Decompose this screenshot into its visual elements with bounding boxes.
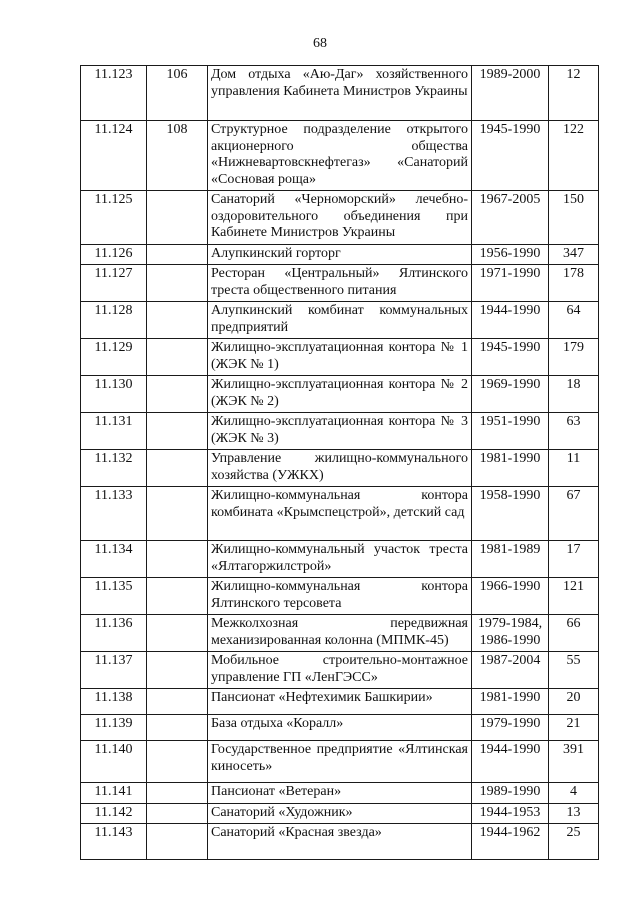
fund-code-cell: 11.124: [81, 121, 147, 191]
fund-years-cell: 1979-1990: [472, 715, 549, 741]
fund-number-cell: 106: [147, 66, 208, 121]
fund-code-cell: 11.134: [81, 541, 147, 578]
table-row: [81, 244, 599, 265]
fund-years-cell: 1967-2005: [472, 191, 549, 245]
fund-name-cell: Жилищно-эксплуатационная контора № 2 (ЖЭК № 2): [208, 376, 472, 413]
table-row: [81, 121, 599, 191]
fund-years-cell: 1989-1990: [472, 783, 549, 804]
fund-years-cell: 1944-1962: [472, 824, 549, 860]
fund-name-cell: Межколхозная передвижная механизированная колонна (МПМК-45): [208, 615, 472, 652]
fund-name-cell: Жилищно-коммунальная контора Ялтинского терсовета: [208, 578, 472, 615]
fund-years-cell: 1987-2004: [472, 652, 549, 689]
fund-files-count-cell: 150: [549, 191, 599, 245]
fund-name-cell: Пансионат «Ветеран»: [208, 783, 472, 804]
fund-files-count-cell: 63: [549, 413, 599, 450]
fund-files-count-cell: 391: [549, 741, 599, 783]
fund-files-count-cell: 25: [549, 824, 599, 860]
fund-code-cell: 11.127: [81, 265, 147, 302]
page-number: 68: [313, 36, 327, 51]
registry-body: [81, 66, 599, 860]
fund-years-cell: 1966-1990: [472, 578, 549, 615]
fund-code-cell: 11.139: [81, 715, 147, 741]
fund-number-cell: [147, 265, 208, 302]
fund-files-count-cell: 17: [549, 541, 599, 578]
fund-files-count-cell: 11: [549, 450, 599, 487]
fund-number-cell: [147, 652, 208, 689]
fund-code-cell: 11.129: [81, 339, 147, 376]
fund-number-cell: [147, 413, 208, 450]
table-row: [81, 450, 599, 487]
fund-years-cell: 1971-1990: [472, 265, 549, 302]
fund-number-cell: [147, 302, 208, 339]
fund-years-cell: 1951-1990: [472, 413, 549, 450]
fund-code-cell: 11.140: [81, 741, 147, 783]
fund-files-count-cell: 178: [549, 265, 599, 302]
table-row: [81, 66, 599, 121]
table-row: [81, 339, 599, 376]
fund-name-cell: Жилищно-эксплуатационная контора № 3 (ЖЭК № 3): [208, 413, 472, 450]
fund-files-count-cell: 20: [549, 689, 599, 715]
fund-code-cell: 11.141: [81, 783, 147, 804]
fund-code-cell: 11.143: [81, 824, 147, 860]
table-row: [81, 652, 599, 689]
fund-name-cell: Ресторан «Центральный» Ялтинского треста общественного питания: [208, 265, 472, 302]
fund-files-count-cell: 122: [549, 121, 599, 191]
table-row: [81, 191, 599, 245]
fund-name-cell: Санаторий «Черноморский» лечебно-оздоровительного объединения при Кабинете Министров Украины: [208, 191, 472, 245]
table-row: [81, 541, 599, 578]
fund-files-count-cell: 4: [549, 783, 599, 804]
fund-code-cell: 11.133: [81, 487, 147, 541]
fund-name-cell: Жилищно-коммунальная контора комбината «Крымспецстрой», детский сад: [208, 487, 472, 541]
table-row: [81, 689, 599, 715]
fund-files-count-cell: 55: [549, 652, 599, 689]
fund-years-cell: 1945-1990: [472, 121, 549, 191]
fund-number-cell: [147, 244, 208, 265]
fund-files-count-cell: 67: [549, 487, 599, 541]
fund-name-cell: Пансионат «Нефтехимик Башкирии»: [208, 689, 472, 715]
table-row: [81, 578, 599, 615]
fund-number-cell: [147, 450, 208, 487]
fund-name-cell: Санаторий «Красная звезда»: [208, 824, 472, 860]
fund-number-cell: [147, 487, 208, 541]
fund-number-cell: [147, 715, 208, 741]
table-row: [81, 413, 599, 450]
fund-name-cell: Управление жилищно-коммунального хозяйства (УЖКХ): [208, 450, 472, 487]
fund-years-cell: 1989-2000: [472, 66, 549, 121]
fund-number-cell: [147, 541, 208, 578]
fund-name-cell: Дом отдыха «Аю-Даг» хозяйственного управления Кабинета Министров Украины: [208, 66, 472, 121]
fund-code-cell: 11.136: [81, 615, 147, 652]
fund-code-cell: 11.138: [81, 689, 147, 715]
fund-name-cell: Мобильное строительно-монтажное управление ГП «ЛенГЭСС»: [208, 652, 472, 689]
fund-name-cell: Государственное предприятие «Ялтинская киносеть»: [208, 741, 472, 783]
fund-number-cell: [147, 191, 208, 245]
fund-number-cell: [147, 578, 208, 615]
fund-name-cell: Алупкинский комбинат коммунальных предприятий: [208, 302, 472, 339]
fund-code-cell: 11.128: [81, 302, 147, 339]
fund-name-cell: Жилищно-коммунальный участок треста «Ялтагоржилстрой»: [208, 541, 472, 578]
table-row: [81, 803, 599, 824]
table-row: [81, 783, 599, 804]
fund-number-cell: [147, 824, 208, 860]
fund-files-count-cell: 64: [549, 302, 599, 339]
fund-code-cell: 11.132: [81, 450, 147, 487]
fund-files-count-cell: 21: [549, 715, 599, 741]
table-row: [81, 376, 599, 413]
table-row: [81, 715, 599, 741]
fund-files-count-cell: 121: [549, 578, 599, 615]
fund-years-cell: 1979-1984, 1986-1990: [472, 615, 549, 652]
fund-years-cell: 1981-1990: [472, 450, 549, 487]
fund-files-count-cell: 347: [549, 244, 599, 265]
fund-files-count-cell: 179: [549, 339, 599, 376]
table-row: [81, 265, 599, 302]
fund-number-cell: [147, 339, 208, 376]
fund-files-count-cell: 13: [549, 803, 599, 824]
fund-code-cell: 11.131: [81, 413, 147, 450]
fund-files-count-cell: 12: [549, 66, 599, 121]
fund-years-cell: 1981-1990: [472, 689, 549, 715]
fund-years-cell: 1944-1990: [472, 741, 549, 783]
fund-years-cell: 1945-1990: [472, 339, 549, 376]
fund-code-cell: 11.126: [81, 244, 147, 265]
fund-years-cell: 1981-1989: [472, 541, 549, 578]
fund-number-cell: [147, 376, 208, 413]
fund-years-cell: 1956-1990: [472, 244, 549, 265]
fund-number-cell: [147, 615, 208, 652]
fund-name-cell: Санаторий «Художник»: [208, 803, 472, 824]
fund-registry-table: [80, 65, 599, 860]
fund-number-cell: [147, 803, 208, 824]
fund-number-cell: [147, 741, 208, 783]
fund-number-cell: [147, 689, 208, 715]
fund-code-cell: 11.135: [81, 578, 147, 615]
fund-name-cell: Структурное подразделение открытого акционерного общества «Нижневартовскнефтегаз» «Санаторий «Сосновая роща»: [208, 121, 472, 191]
fund-number-cell: [147, 783, 208, 804]
fund-code-cell: 11.130: [81, 376, 147, 413]
fund-files-count-cell: 66: [549, 615, 599, 652]
fund-files-count-cell: 18: [549, 376, 599, 413]
fund-number-cell: 108: [147, 121, 208, 191]
table-row: [81, 487, 599, 541]
table-row: [81, 302, 599, 339]
table-row: [81, 741, 599, 783]
fund-code-cell: 11.123: [81, 66, 147, 121]
fund-years-cell: 1969-1990: [472, 376, 549, 413]
fund-code-cell: 11.125: [81, 191, 147, 245]
fund-years-cell: 1958-1990: [472, 487, 549, 541]
table-row: [81, 615, 599, 652]
table-row: [81, 824, 599, 860]
fund-code-cell: 11.142: [81, 803, 147, 824]
fund-years-cell: 1944-1990: [472, 302, 549, 339]
fund-code-cell: 11.137: [81, 652, 147, 689]
fund-name-cell: Жилищно-эксплуатационная контора № 1 (ЖЭК № 1): [208, 339, 472, 376]
fund-years-cell: 1944-1953: [472, 803, 549, 824]
fund-name-cell: Алупкинский горторг: [208, 244, 472, 265]
fund-name-cell: База отдыха «Коралл»: [208, 715, 472, 741]
